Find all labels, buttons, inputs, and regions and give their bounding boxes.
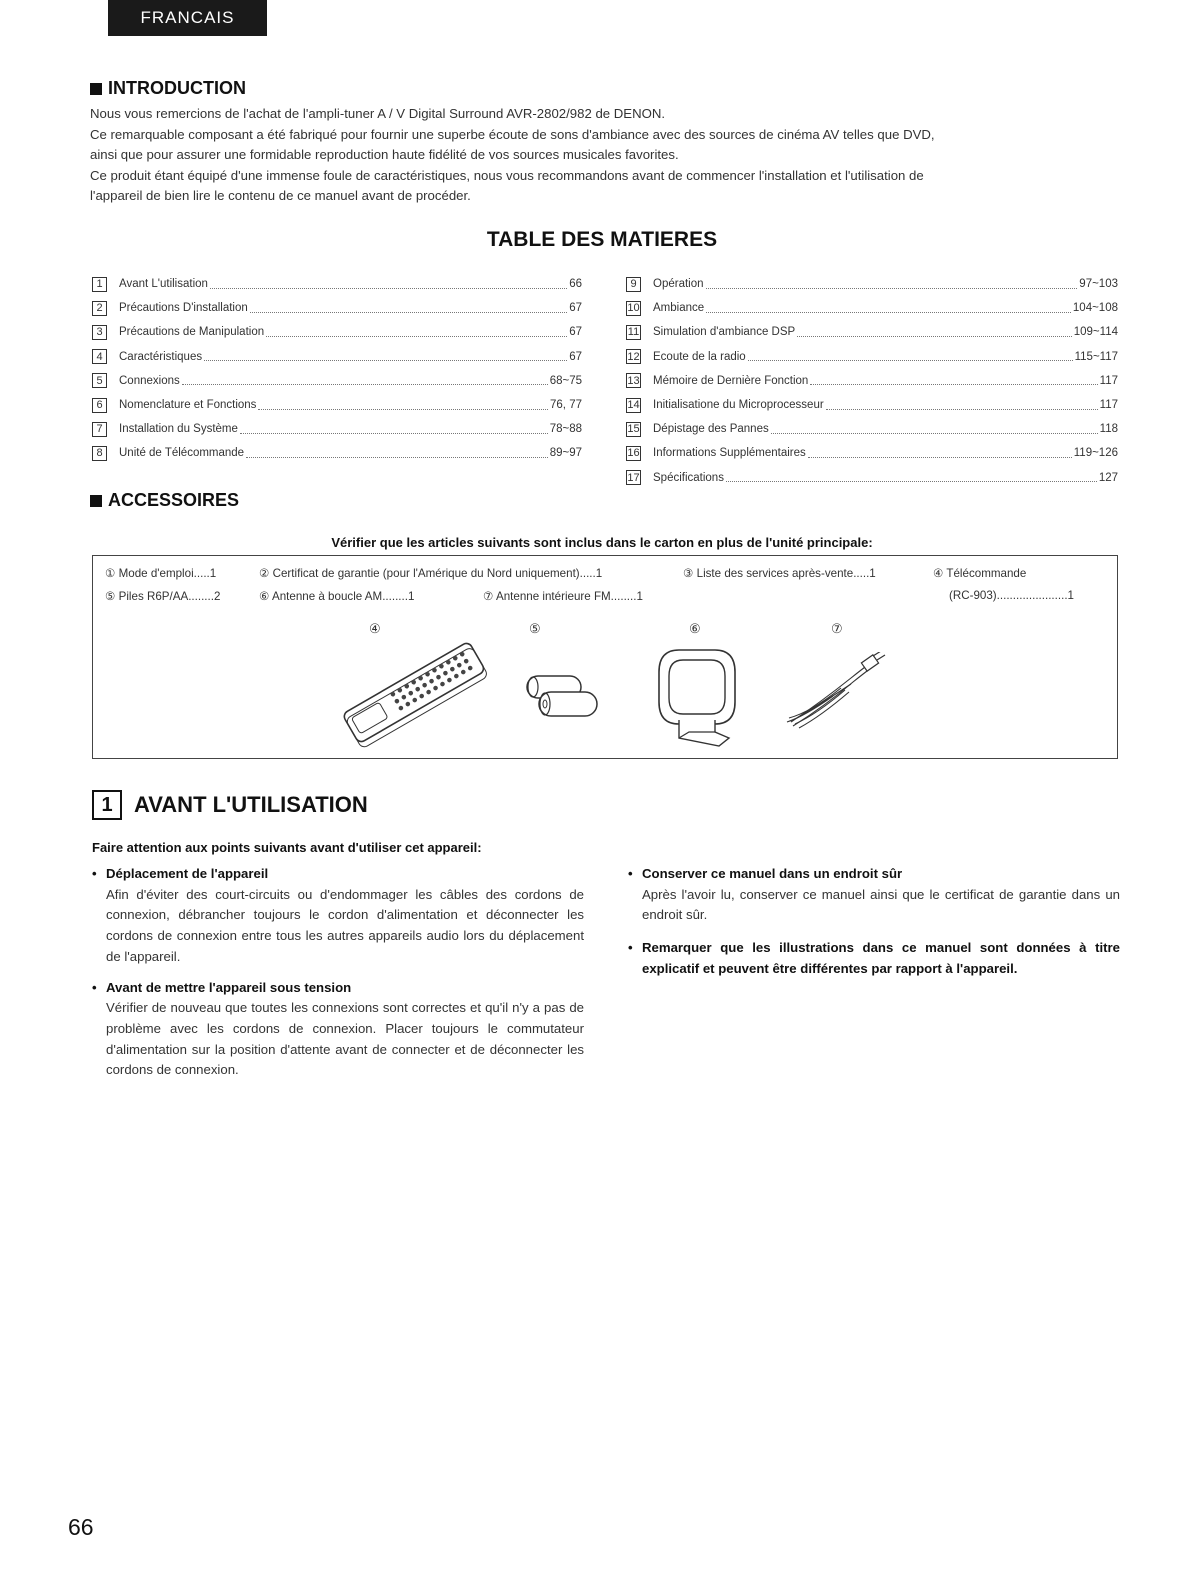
figure-label: ④ bbox=[369, 621, 381, 636]
toc-entry[interactable]: 3 Précautions de Manipulation 67 bbox=[92, 320, 582, 344]
accessory-item: ④ Télécommande bbox=[933, 567, 1027, 580]
toc-entry[interactable]: 1 Avant L'utilisation 66 bbox=[92, 272, 582, 296]
page-number: 66 bbox=[68, 1514, 94, 1540]
chapter-title: AVANT L'UTILISATION bbox=[134, 792, 368, 817]
accessory-item: ③ Liste des services après-vente.....1 bbox=[683, 567, 876, 580]
toc-entry[interactable]: 4 Caractéristiques 67 bbox=[92, 345, 582, 369]
toc-entry[interactable]: 7 Installation du Système 78~88 bbox=[92, 417, 582, 441]
toc-entry[interactable]: 10 Ambiance 104~108 bbox=[627, 302, 1118, 315]
bullet-heading: • Avant de mettre l'appareil sous tension bbox=[92, 978, 584, 999]
introduction-heading bbox=[90, 78, 246, 99]
remote-control-icon bbox=[333, 638, 493, 748]
intro-line: Ce remarquable composant a été fabriqué pour fournir une superbe écoute de sons d'ambiance avec des sources de cinéma AV telles que DVD, bbox=[90, 126, 935, 142]
chapter-heading bbox=[92, 790, 368, 820]
accessories-intro: Vérifier que les articles suivants sont inclus dans le carton en plus de l'unité principale: bbox=[331, 535, 873, 550]
toc-entry[interactable]: 16 Informations Supplémentaires 119~126 bbox=[627, 447, 1118, 460]
accessories-heading-text: ACCESSOIRES bbox=[108, 490, 240, 510]
language-tab: FRANCAIS bbox=[108, 0, 267, 36]
intro-line: ainsi que pour assurer une formidable reproduction haute fidélité de vos sources musicales favorites. bbox=[90, 147, 679, 162]
bullet-heading: • Remarquer que les illustrations dans ce manuel sont données à titre explicatif et peuvent être différentes par rapport à l'appareil. bbox=[628, 938, 1120, 979]
left-column bbox=[92, 864, 584, 1081]
bullet-heading: • Déplacement de l'appareil bbox=[92, 864, 584, 885]
introduction-text bbox=[90, 104, 1120, 207]
accessory-item: ② Certificat de garantie (pour l'Amérique du Nord uniquement).....1 bbox=[259, 567, 603, 580]
toc-entry[interactable]: 5 Connexions 68~75 bbox=[92, 369, 582, 393]
chapter-number-box: 1 bbox=[92, 790, 122, 820]
figure-label: ⑦ bbox=[831, 621, 843, 636]
accessory-item: ⑦ Antenne intérieure FM........1 bbox=[483, 590, 643, 603]
accessory-item: ⑤ Piles R6P/AA........2 bbox=[105, 590, 221, 603]
toc-left-column bbox=[92, 272, 582, 466]
toc-entry[interactable]: 12 Ecoute de la radio 115~117 bbox=[627, 350, 1118, 363]
figure-label: ⑤ bbox=[529, 621, 541, 636]
bullet-body: Après l'avoir lu, conserver ce manuel ainsi que le certificat de garantie dans un endroit sûr. bbox=[642, 886, 1120, 923]
fm-antenna-icon bbox=[781, 652, 891, 732]
batteries-icon bbox=[513, 672, 603, 722]
toc-entry[interactable]: 9 Opération 97~103 bbox=[626, 272, 1118, 296]
introduction-heading-text: INTRODUCTION bbox=[108, 78, 246, 98]
toc-entry[interactable]: 2 Précautions D'installation 67 bbox=[92, 296, 582, 320]
toc-entry[interactable]: 14 Initialisatione du Microprocesseur 117 bbox=[627, 399, 1118, 412]
chapter-warning: Faire attention aux points suivants avant d'utiliser cet appareil: bbox=[92, 840, 482, 855]
toc-entry[interactable]: 13 Mémoire de Dernière Fonction 117 bbox=[627, 374, 1118, 387]
am-loop-antenna-icon bbox=[649, 642, 745, 754]
bullet-heading: • Conserver ce manuel dans un endroit sûr bbox=[628, 864, 1120, 885]
toc-title: TABLE DES MATIERES bbox=[486, 228, 718, 251]
toc-entry[interactable]: 6 Nomenclature et Fonctions 76, 77 bbox=[92, 393, 582, 417]
toc-entry[interactable]: 17 Spécifications 127 bbox=[627, 471, 1118, 484]
accessories-box bbox=[92, 555, 1118, 759]
bullet-body: Vérifier de nouveau que toutes les connexions sont correctes et qu'il n'y a pas de problème avec les cordons de connexion. Placer toujours le commutateur d'alimentation sur la position d'attente avant de connecter et de déconnecter les cordons de connexion. bbox=[106, 1000, 584, 1078]
accessory-item: (RC-903)......................1 bbox=[949, 589, 1074, 602]
accessories-heading bbox=[90, 490, 239, 511]
accessory-item: ⑥ Antenne à boucle AM........1 bbox=[259, 590, 415, 603]
accessory-item: ① Mode d'emploi.....1 bbox=[105, 567, 217, 580]
figure-label: ⑥ bbox=[689, 621, 701, 636]
toc-entry[interactable]: 11 Simulation d'ambiance DSP 109~114 bbox=[627, 326, 1118, 339]
intro-line: Nous vous remercions de l'achat de l'ampli-tuner A / V Digital Surround AVR-2802/982 de DENON. bbox=[90, 106, 666, 121]
intro-line: Ce produit étant équipé d'une immense foule de caractéristiques, nous vous recommandons avant de commencer l'installation et l'utilisation de bbox=[90, 167, 924, 183]
toc-right-column bbox=[626, 272, 1118, 490]
intro-line: l'appareil de bien lire le contenu de ce manuel avant de procéder. bbox=[90, 188, 471, 203]
toc-entry[interactable]: 15 Dépistage des Pannes 118 bbox=[627, 423, 1118, 436]
bullet-body: Afin d'éviter des court-circuits ou d'endommager les câbles des cordons de connexion, débrancher toujours le cordon d'alimentation et déconnecter les cordons de connexion entre tous les autres appareils audio lors du déplacement de l'appareil. bbox=[106, 886, 584, 964]
square-bullet-icon bbox=[90, 83, 102, 95]
right-column bbox=[628, 864, 1120, 980]
square-bullet-icon bbox=[90, 495, 102, 507]
toc-entry[interactable]: 8 Unité de Télécommande 89~97 bbox=[92, 441, 582, 465]
